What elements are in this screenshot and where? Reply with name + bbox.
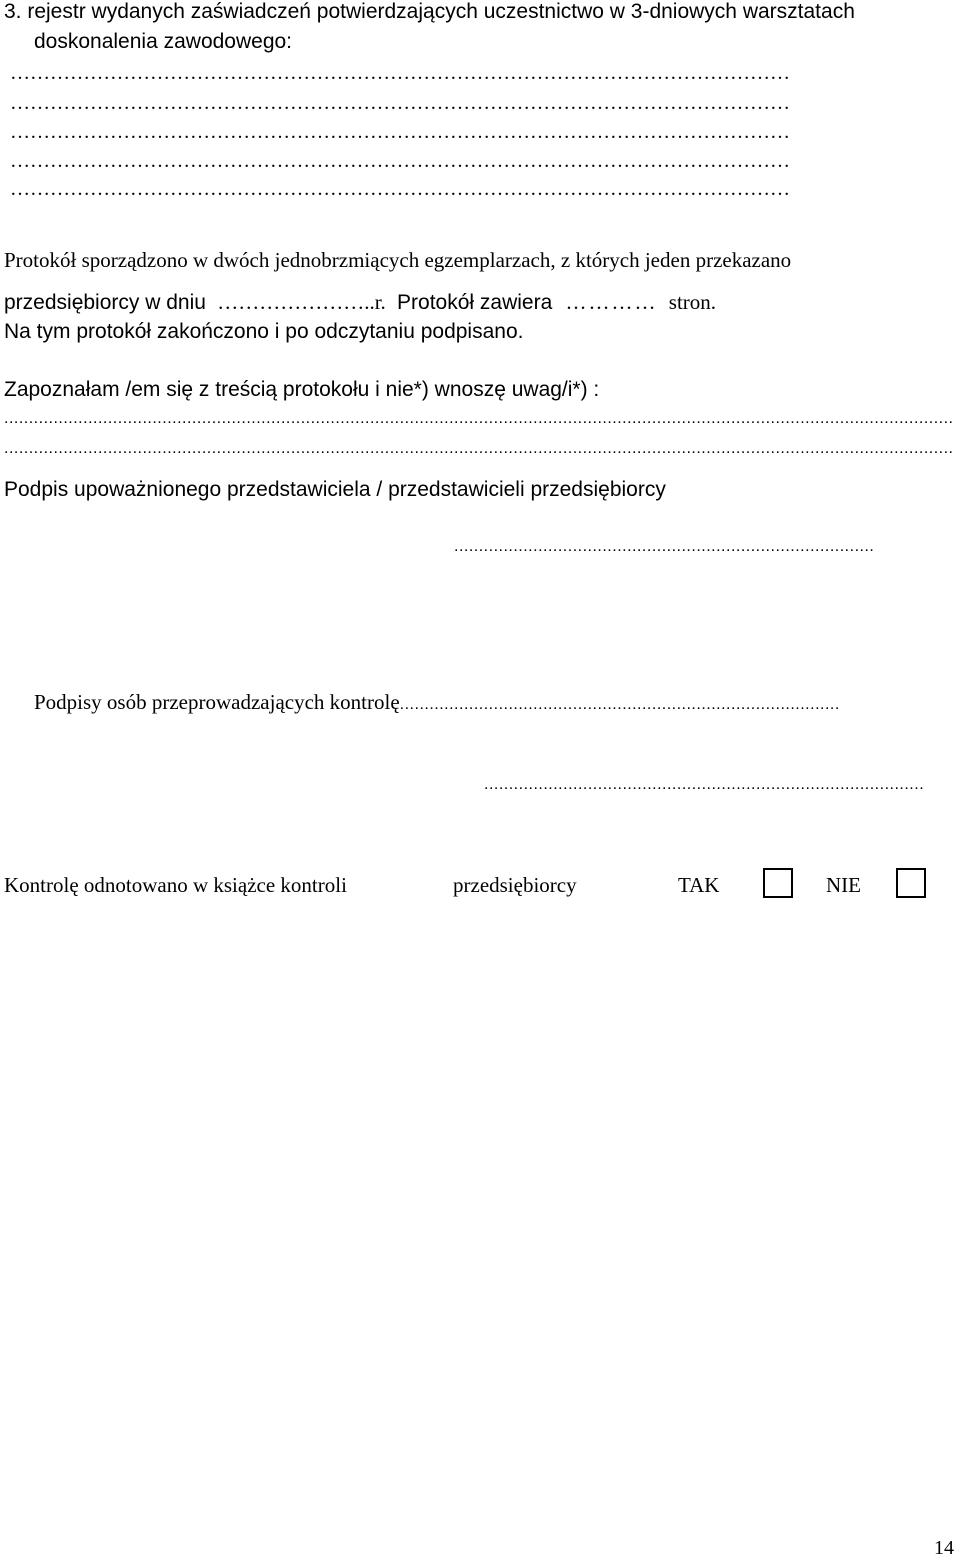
acquaintance-statement: Zapoznałam /em się z treścią protokołu i nie*) wnoszę uwag/i*) :	[4, 378, 600, 401]
inspectors-signature-field-1[interactable]: .........................................................................................	[399, 696, 840, 713]
representative-signature-field[interactable]: .....................................................................................	[454, 538, 875, 555]
protocol-pages-unit: stron.	[668, 290, 717, 314]
remarks-line-2[interactable]: ................................................................................................................................................................................................	[4, 440, 954, 457]
fill-in-line-3[interactable]: ………………………………………………………………………………………………………	[10, 121, 790, 143]
inspectors-signature-label	[34, 690, 840, 717]
protocol-date-field[interactable]: …………………..r.	[217, 290, 386, 314]
section-3-heading-cont: doskonalenia zawodowego:	[34, 30, 293, 53]
no-checkbox[interactable]	[896, 868, 926, 898]
protocol-pages-label: Protokół zawiera	[397, 291, 553, 314]
protocol-line-1: Protokół sporządzono w dwóch jednobrzmiących egzemplarzach, z których jeden przekazano	[4, 248, 792, 272]
control-book-label-2: przedsiębiorcy	[453, 873, 577, 897]
page-number: 14	[934, 1537, 954, 1559]
inspectors-signature-field-2[interactable]: .........................................................................................	[484, 776, 925, 793]
protocol-date-label: przedsiębiorcy w dniu	[4, 291, 206, 314]
fill-in-line-2[interactable]: ………………………………………………………………………………………………………	[10, 92, 790, 114]
no-label: NIE	[826, 873, 861, 897]
fill-in-line-4[interactable]: ………………………………………………………………………………………………………	[10, 150, 790, 172]
fill-in-line-5[interactable]: ………………………………………………………………………………………………………	[10, 178, 790, 200]
remarks-line-1[interactable]: ................................................................................................................................................................................................	[4, 410, 954, 427]
representative-signature-label: Podpis upoważnionego przedstawiciela / przedstawicieli przedsiębiorcy	[4, 478, 666, 501]
protocol-pages-field[interactable]: …………	[565, 290, 665, 314]
section-3-heading: 3. rejestr wydanych zaświadczeń potwierdzających uczestnictwo w 3-dniowych warsztatach	[4, 0, 855, 23]
protocol-line-2	[4, 290, 716, 315]
inspectors-signature-text: Podpisy osób przeprowadzających kontrolę	[34, 690, 400, 714]
fill-in-line-1[interactable]: ………………………………………………………………………………………………………	[10, 62, 790, 84]
yes-label: TAK	[678, 873, 720, 897]
protocol-line-3: Na tym protokół zakończono i po odczytaniu podpisano.	[4, 320, 524, 343]
control-book-label: Kontrolę odnotowano w książce kontroli	[4, 873, 347, 897]
yes-checkbox[interactable]	[763, 868, 793, 898]
